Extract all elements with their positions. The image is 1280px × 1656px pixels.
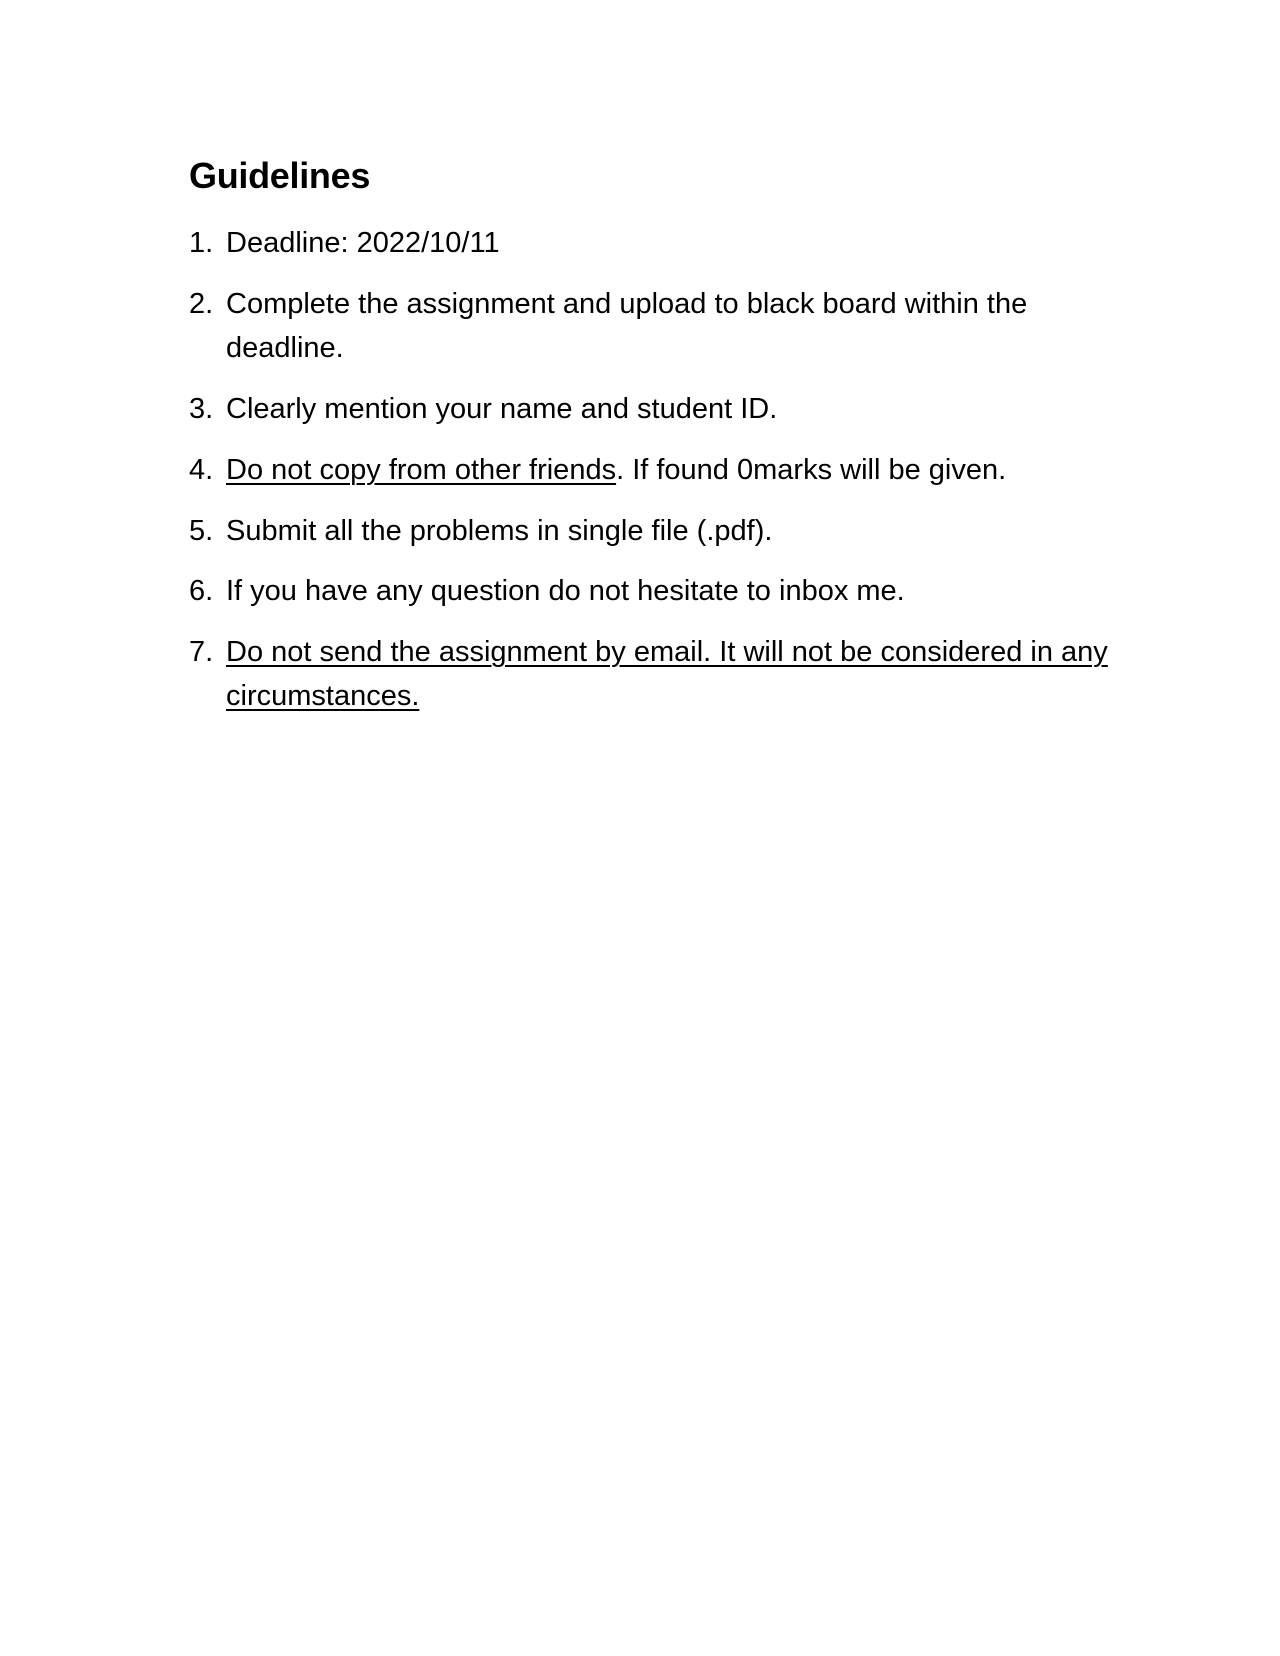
item-number: 1.	[189, 227, 214, 259]
item-number: 3.	[189, 393, 214, 425]
list-item	[189, 282, 1129, 370]
list-item	[189, 509, 1129, 553]
underlined-text: Do not send the assignment by email. It will not be considered in any circumstances.	[226, 636, 1108, 712]
item-text	[226, 448, 1116, 492]
item-text: Deadline: 2022/10/11	[226, 227, 500, 259]
item-number: 5.	[189, 515, 214, 547]
item-text: Clearly mention your name and student ID.	[226, 393, 778, 425]
item-text	[226, 630, 1116, 718]
list-item	[189, 569, 1129, 613]
page-title: Guidelines	[189, 155, 371, 196]
list-item	[189, 630, 1129, 718]
item-text-rest: . If found 0marks will be given.	[616, 454, 1007, 486]
underlined-text: Do not copy from other friends	[226, 454, 617, 486]
item-number: 6.	[189, 575, 214, 607]
item-number: 4.	[189, 454, 214, 486]
list-item	[189, 387, 1129, 431]
list-item	[189, 221, 1129, 265]
item-number: 7.	[189, 636, 214, 668]
item-text: If you have any question do not hesitate to inbox me.	[226, 575, 905, 607]
list-item	[189, 448, 1129, 492]
item-number: 2.	[189, 288, 214, 320]
item-text: Submit all the problems in single file (.pdf).	[226, 515, 773, 547]
item-text: Complete the assignment and upload to black board within the deadline.	[226, 288, 1028, 364]
